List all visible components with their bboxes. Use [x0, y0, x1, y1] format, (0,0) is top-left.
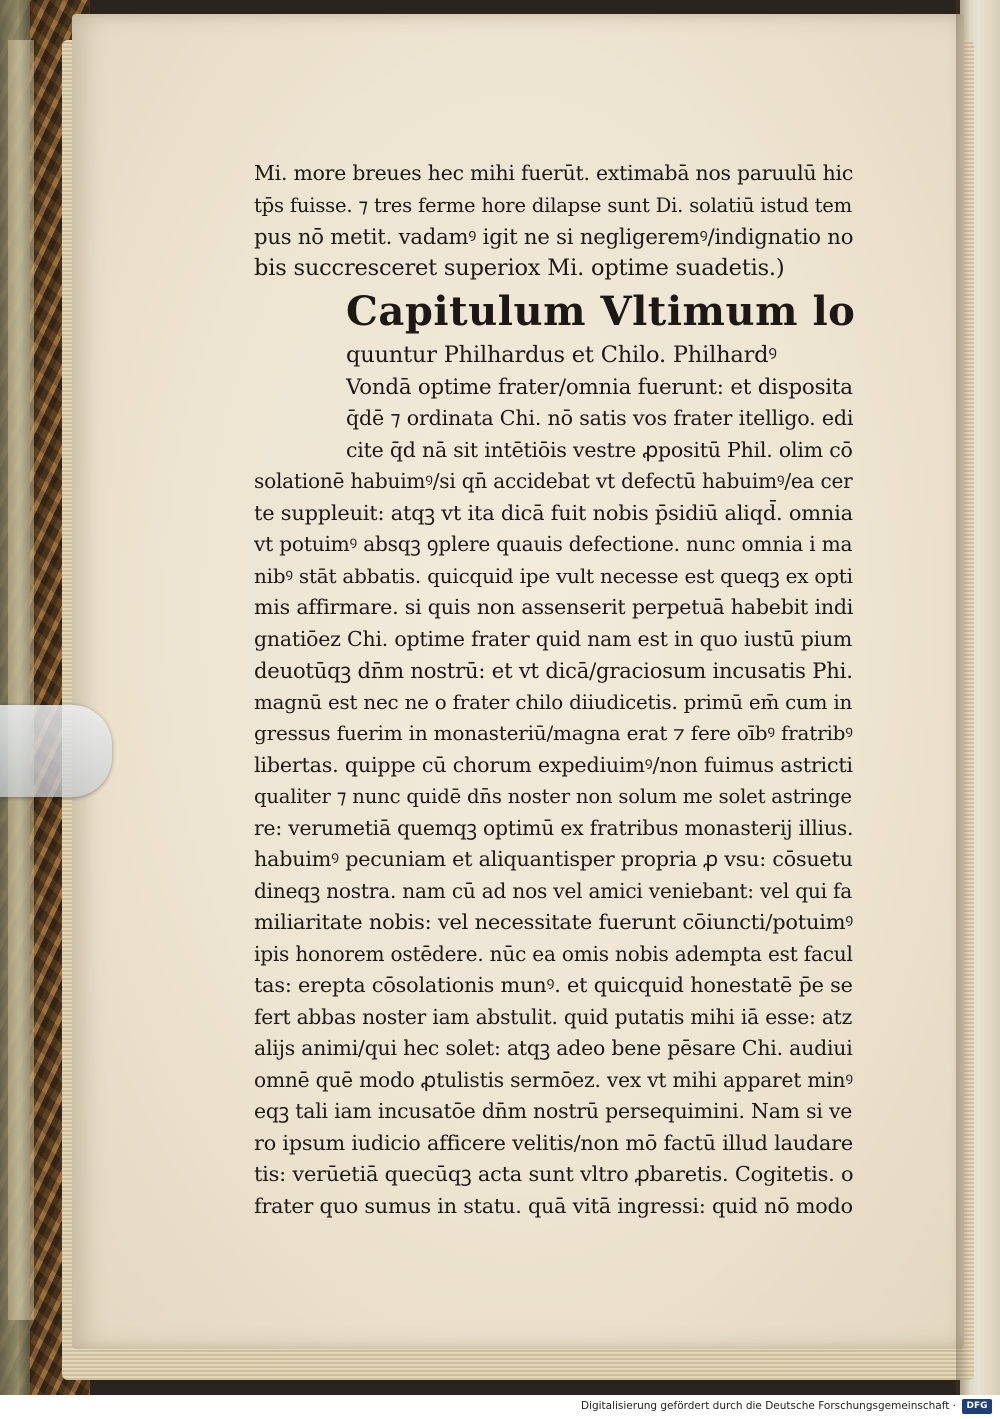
text-line: habuimꝰ pecuniam et aliquantisper propria ꝓ vsu: cōsuetu — [254, 847, 853, 871]
text-line: bis succresceret superiox Mi. optime suadetis.) — [254, 254, 785, 281]
text-line: mis affirmare. si quis non assenserit perpetuā habebit indi — [254, 595, 854, 619]
text-line: frater quo sumus in statu. quā vitā ingressi: quid nō modo — [254, 1193, 853, 1218]
text-line: vt potuimꝰ absqꝫ ꝯplere quauis defectione. nunc omnia i ma — [254, 532, 853, 556]
text-line: Vondā optime frater/omnia fuerunt: et disposita — [346, 374, 853, 400]
text-line: ipis honorem ostēdere. nūc ea omis nobis adempta est facul — [254, 941, 853, 966]
footer-credit: Digitalisierung gefördert durch die Deutsche Forschungsgemeinschaft · — [580, 1400, 956, 1412]
dfg-logo[interactable]: DFG — [962, 1399, 992, 1414]
cover-inner-edge — [8, 40, 34, 1320]
text-line: quuntur Philhardus et Chilo. Philhardꝰ — [346, 342, 777, 368]
footer-bar — [0, 1395, 1000, 1419]
text-line: omnē quē modo ꝓtulistis sermōez. vex vt mihi apparet minꝰ — [254, 1067, 853, 1092]
text-line: te suppleuit: atqꝫ vt ita dicā fuit nobis p̄sidiū aliqd̄. omnia — [254, 500, 853, 525]
text-line: gressus fuerim in monasteriū/magna erat ⁊ fere oībꝰ fratribꝰ — [254, 721, 853, 745]
text-line: fert abbas noster iam abstulit. quid putatis mihi iā esse: atz — [254, 1004, 853, 1029]
text-line: q̄dē ⁊ ordinata Chi. nō satis vos frater itelligo. edi — [346, 406, 854, 430]
text-line: miliaritate nobis: vel necessitate fuerunt cōiuncti/potuimꝰ — [254, 910, 854, 934]
text-line: nibꝰ stāt abbatis. quicquid ipe vult necesse est queqꝫ ex opti — [254, 563, 853, 588]
text-line: re: verumetiā quemqꝫ optimū ex fratribus monasterij illius. — [254, 815, 854, 840]
text-line: libertas. quippe cū chorum expediuimꝰ/non fuimus astricti — [254, 752, 853, 777]
text-line: alijs animi/qui hec solet: atqꝫ adeo bene pēsare Chi. audiui — [254, 1036, 853, 1060]
text-line: qualiter ⁊ nunc quidē dn̄s noster non solum me solet astringe — [254, 785, 852, 808]
text-line: Mi. more breues hec mihi fuerūt. extimabā nos paruulū hic — [254, 161, 854, 185]
text-line: tis: verūetiā quecūqꝫ acta sunt vltro ꝓbaretis. Cogitetis. o — [254, 1162, 854, 1186]
text-line: dineqꝫ nostra. nam cū ad nos vel amici veniebant: vel qui fa — [254, 878, 853, 903]
text-line: tas: erepta cōsolationis munꝰ. et quicquid honestatē p̄e se — [254, 973, 853, 997]
text-line: pus nō metit. vadamꝰ igit ne si negligeremꝰ/indignatio no — [254, 224, 854, 249]
text-line: tp̄s fuisse. ⁊ tres ferme hore dilapse sunt Di. solatiū istud tem — [254, 193, 852, 217]
text-line: gnatiōez Chi. optime frater quid nam est in quo iustū pium — [254, 626, 853, 651]
text-line: solationē habuimꝰ/si qn̄ accidebat vt defectū habuimꝰ/ea cer — [254, 469, 853, 493]
text-line: cite q̄d nā sit intētiōis vestre ꝓpositū Phil. olim cō — [346, 437, 853, 462]
gutter-shadow — [956, 0, 970, 1395]
text-line: magnū est nec ne o frater chilo diiudicetis. primū em̄ cum in — [254, 690, 853, 714]
text-block — [254, 158, 854, 1222]
text-line: deuotūqꝫ dn̄m nostrū: et vt dicā/graciosum incusatis Phi. — [254, 658, 853, 683]
page-clip — [0, 705, 112, 797]
chapter-heading: Capitulum Vltimum lo — [346, 288, 856, 335]
text-line: ro ipsum iudicio afficere velitis/non mō factū illud laudare — [254, 1130, 853, 1155]
text-line: eqꝫ tali iam incusatōe dn̄m nostrū persequimini. Nam si ve — [254, 1099, 853, 1123]
